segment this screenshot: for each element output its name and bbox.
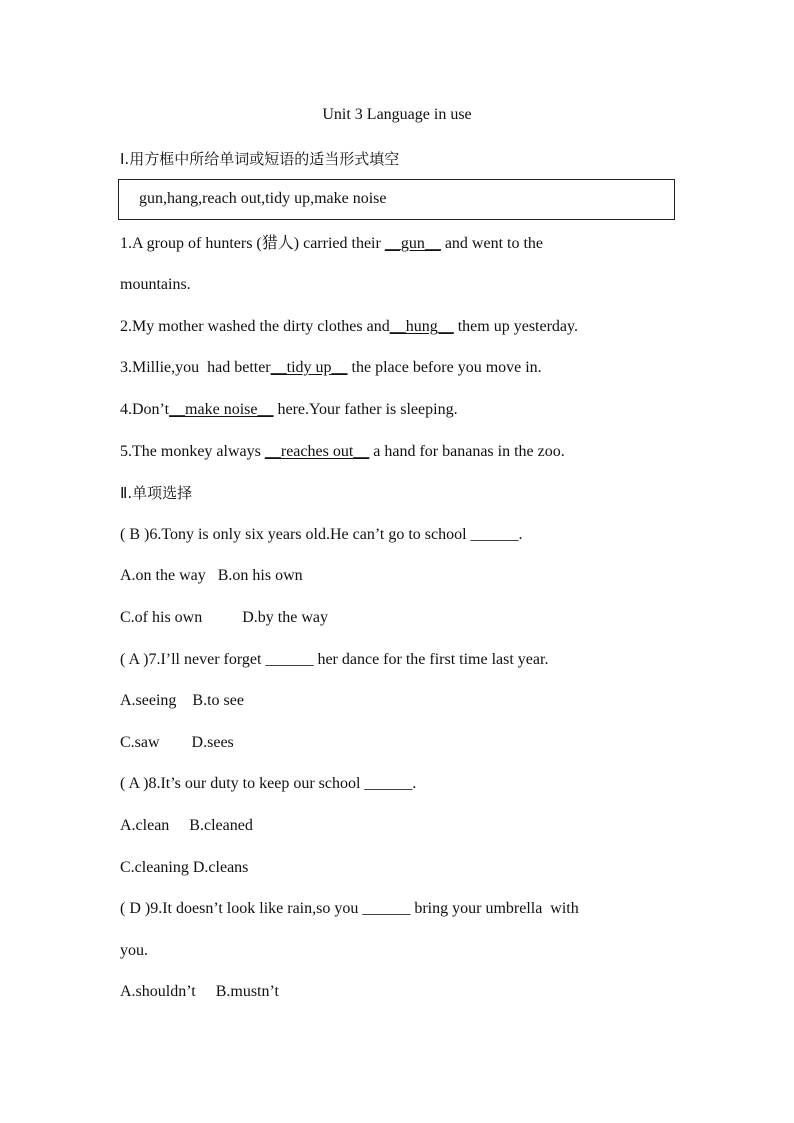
answer-4: __make noise__ bbox=[169, 401, 274, 418]
question-7-options-ab: A.seeing B.to see bbox=[120, 692, 244, 709]
question-6-options-cd: C.of his own D.by the way bbox=[120, 609, 328, 626]
word-box-text: gun,hang,reach out,tidy up,make noise bbox=[139, 190, 387, 207]
question-7-stem: ( A )7.I’ll never forget ______ her dance for the first time last year. bbox=[120, 651, 549, 668]
question-8-options-cd: C.cleaning D.cleans bbox=[120, 859, 249, 876]
question-9-stem-cont: you. bbox=[120, 942, 148, 959]
answer-5: __reaches out__ bbox=[264, 443, 370, 460]
fill-item-2: 2.My mother washed the dirty clothes and__hung__ them up yesterday. bbox=[120, 318, 578, 335]
fill-item-4: 4.Don’t__make noise__ here.Your father is sleeping. bbox=[120, 401, 458, 418]
fill-item-1: 1.A group of hunters (猎人) carried their __gun__ and went to the bbox=[120, 235, 544, 252]
word-box bbox=[118, 179, 675, 220]
question-8-options-ab: A.clean B.cleaned bbox=[120, 817, 253, 834]
section1-heading: Ⅰ.用方框中所给单词或短语的适当形式填空 bbox=[120, 150, 400, 168]
page-title: Unit 3 Language in use bbox=[322, 106, 472, 123]
question-7-options-cd: C.saw D.sees bbox=[120, 734, 234, 751]
fill-item-1-cont: mountains. bbox=[120, 276, 191, 293]
fill-item-5: 5.The monkey always __reaches out__ a hand for bananas in the zoo. bbox=[120, 443, 565, 460]
question-6-options-ab: A.on the way B.on his own bbox=[120, 567, 303, 584]
question-8-stem: ( A )8.It’s our duty to keep our school ______. bbox=[120, 775, 417, 792]
section2-heading: Ⅱ.单项选择 bbox=[120, 484, 193, 502]
answer-3: __tidy up__ bbox=[270, 359, 348, 376]
question-6-stem: ( B )6.Tony is only six years old.He can’t go to school ______. bbox=[120, 526, 523, 543]
question-9-stem: ( D )9.It doesn’t look like rain,so you ______ bring your umbrella with bbox=[120, 900, 579, 917]
answer-2: __hung__ bbox=[389, 318, 454, 335]
answer-1: __gun__ bbox=[384, 235, 441, 252]
question-9-options-ab: A.shouldn’t B.mustn’t bbox=[120, 983, 279, 1000]
fill-item-3: 3.Millie,you had better__tidy up__ the place before you move in. bbox=[120, 359, 542, 376]
